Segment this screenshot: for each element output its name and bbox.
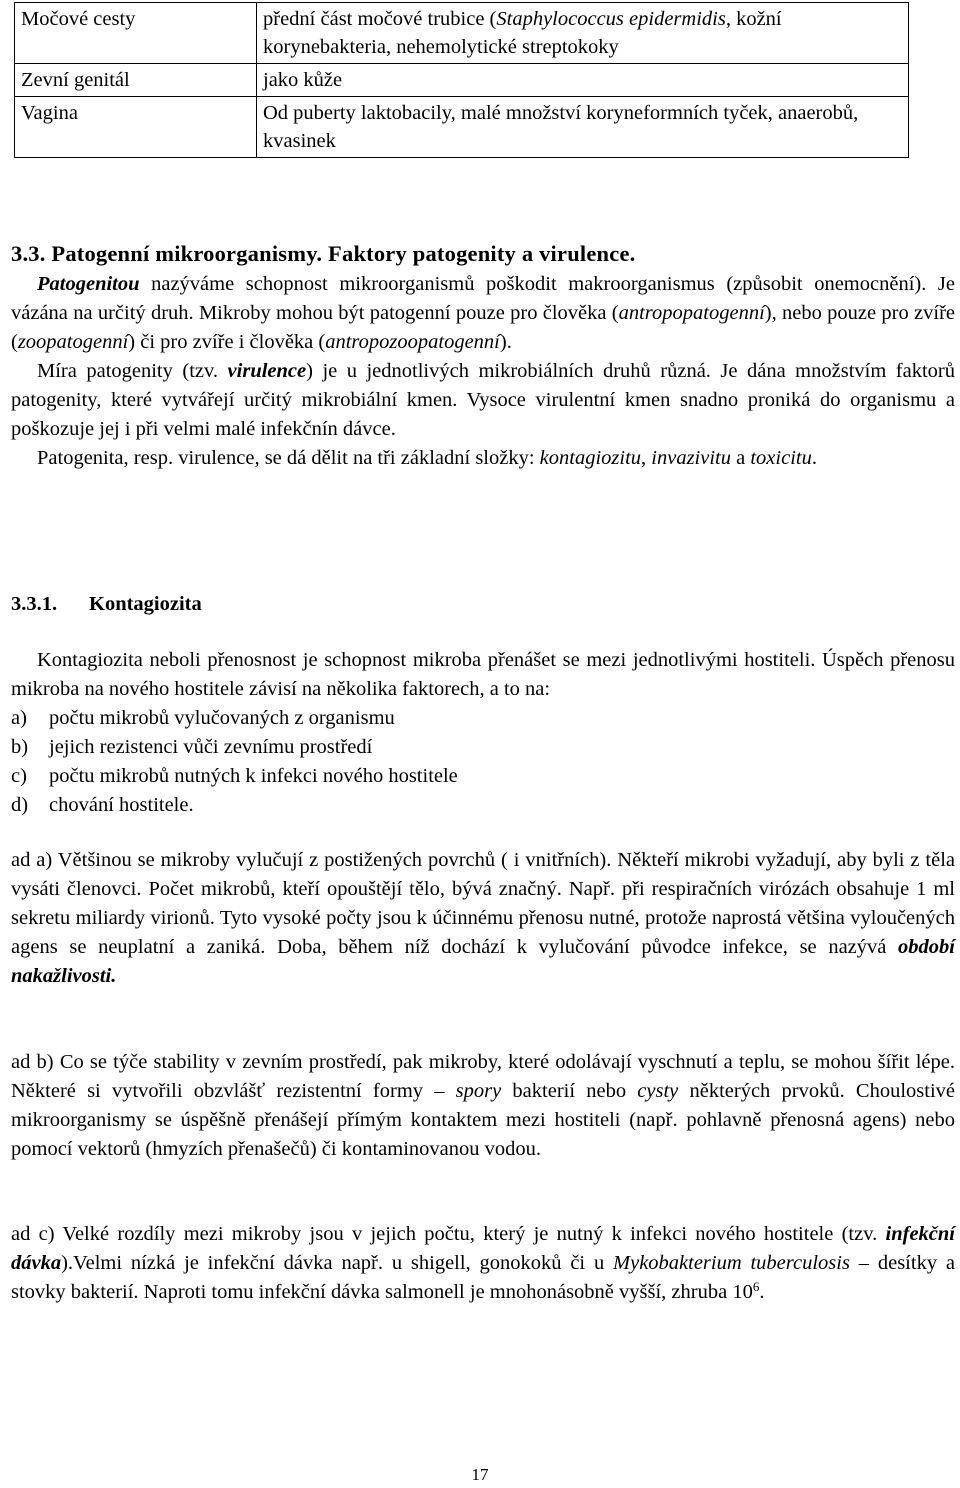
- table-row: [15, 97, 909, 158]
- ad-c-paragraph: ad c) Velké rozdíly mezi mikroby jsou v jejich počtu, který je nutný k infekci nového hostitele (tzv. infekční dávka).Velmi nízká je infekční dávka např. u shigell, gonokoků či u Mykobakterium tuberculosis – desítky a stovky bakterií. Naproti tomu infekční dávka salmonell je mnohonásobně vyšší, zhruba $10^6$.: [11, 1223, 955, 1303]
- virulence-paragraph: Míra patogenity (tzv. virulence) je u jednotlivých mikrobiálních druhů různá. Je dána množstvím faktorů patogenity, které vytvářejí určitý mikrobiální kmen. Vysoce virulentní kmen snadno proniká do organismu a poškozuje jej i při velmi malé infekčnín dávce.: [11, 360, 955, 440]
- list-item: c) počtu mikrobů nutných k infekci nového hostitele: [11, 765, 458, 787]
- factor-list: [11, 704, 458, 820]
- list-item: a) počtu mikrobů vylučovaných z organismu: [11, 707, 395, 729]
- table-cell-flora: jako kůže: [257, 64, 909, 97]
- ad-b-paragraph: ad b) Co se týče stability v zevním prostředí, pak mikroby, které odolávají vyschnutí a teplu, se mohou šířit lépe. Některé si vytvořili obzvlášť rezistentní formy – spory bakterií nebo cysty některých prvoků. Choulostivé mikroorganismy se úspěšně přenášejí přímým kontaktem mezi hostiteli (např. pohlavně přenosná agens) nebo pomocí vektorů (hmyzích přenašečů) či kontaminovanou vodou.: [11, 1051, 955, 1160]
- list-item: d) chování hostitele.: [11, 794, 194, 816]
- table-cell-flora: přední část močové trubice (Staphylococcus epidermidis, kožní korynebakteria, nehemolytické streptokoky: [257, 3, 909, 64]
- table-row: [15, 3, 909, 64]
- kontagiozita-paragraph: Kontagiozita neboli přenosnost je schopnost mikroba přenášet se mezi jednotlivými hostiteli. Úspěch přenosu mikroba na nového hostitele závisí na několika faktorech, a to na:: [11, 649, 955, 700]
- intro-section: [11, 270, 955, 473]
- table-cell-site: Vagina: [15, 97, 257, 158]
- components-paragraph: Patogenita, resp. virulence, se dá dělit na tři základní složky: kontagiozitu, invazivitu a toxicitu.: [37, 447, 817, 469]
- ad-a-paragraph: ad a) Většinou se mikroby vylučují z postižených povrchů ( i vnitřních). Někteří mikrobi vyžadují, aby byli z těla vysáti členovci. Počet mikrobů, kteří opouštějí tělo, bývá značný. Např. při respiračních virózách obsahuje 1 ml sekretu miliardy virionů. Tyto vysoké počty jsou k účinnému přenosu nutné, protože naprostá většina vyloučených agens se neuplatní a zaniká. Doba, během níž dochází k vylučování původce infekce, se nazývá období nakažlivosti.: [11, 849, 956, 987]
- table-cell-site: Močové cesty: [15, 3, 257, 64]
- normal-flora-table: [14, 2, 909, 158]
- subsection-heading: 3.3.1. Kontagiozita: [11, 593, 202, 615]
- section-heading: 3.3. Patogenní mikroorganismy. Faktory patogenity a virulence.: [11, 241, 636, 266]
- list-item: b) jejich rezistenci vůči zevnímu prostředí: [11, 736, 373, 758]
- table-cell-flora: Od puberty laktobacily, malé množství koryneformních tyček, anaerobů, kvasinek: [257, 97, 909, 158]
- table-cell-site: Zevní genitál: [15, 64, 257, 97]
- page-number: 17: [471, 1465, 489, 1484]
- table-row: [15, 64, 909, 97]
- intro-paragraph: Patogenitou nazýváme schopnost mikroorganismů poškodit makroorganismus (způsobit onemocnění). Je vázána na určitý druh. Mikroby mohou být patogenní pouze pro člověka (antropopatogenní), nebo pouze pro zvíře (zoopatogenní) či pro zvíře i člověka (antropozoopatogenní).: [11, 273, 955, 353]
